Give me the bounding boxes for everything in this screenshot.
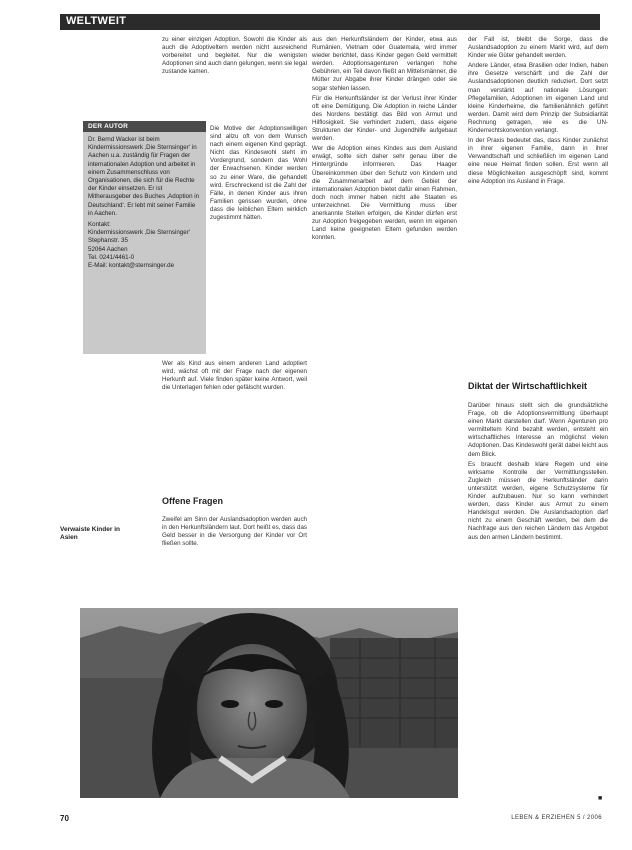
col3-paragraph: Es braucht deshalb klare Regeln und eine wirksame Kontrolle der Vermittlungsstellen. Zugleich müssen die Herkunftsländer darin unterstützt werden, eigene Schutzsysteme für Kinder aufzubauen. Nur so kann verhindert werden, dass Kinder aus Armut zu einem Handelsgut werden. Die Auslandsadoption darf nicht zu einem Geschäft werden, bei dem die Nachfrage aus den reichen Ländern das Angebot aus den armen Ländern bestimmt. xyxy=(468,460,608,541)
column-1-lower xyxy=(162,360,307,394)
subhead-economic-dictate: Diktat der Wirtschaftlichkeit xyxy=(468,381,587,391)
subhead-open-questions: Offene Fragen xyxy=(162,496,224,506)
column-3 xyxy=(468,36,608,188)
child-photo-image xyxy=(80,608,458,798)
author-box xyxy=(83,121,206,354)
col2-paragraph: Für die Herkunftsländer ist der Verlust ihrer Kinder oft eine Demütigung. Die Adoption in reiche Länder des Nordens bestätigt das Bild von Armut und Hilflosigkeit. Sie verhindert zudem, dass eigene Strukturen der Kinder- und Jugendhilfe aufgebaut werden. xyxy=(312,94,457,143)
magazine-footer: LEBEN & ERZIEHEN 5 / 2006 xyxy=(511,815,602,821)
article-end-mark: ■ xyxy=(598,795,603,802)
section-title: WELTWEIT xyxy=(66,15,127,27)
col2-paragraph: aus den Herkunftsländern der Kinder, etwa aus Rumänien, Vietnam oder Guatemala, wird immer wieder berichtet, dass Kinder gegen Geld vermittelt werden. Adoptionsagenturen verlangen hohe Gebühren, ein Teil davon fließt an Mittelsmänner, die Mütter zur Abgabe ihrer Kinder drängen oder sie sogar stehlen lassen. xyxy=(312,36,457,92)
contact-email-link[interactable]: E-Mail: kontakt@sternsinger.de xyxy=(88,262,175,270)
col3-paragraph: Andere Länder, etwa Brasilien oder Indien, haben ihre Gesetze verschärft und die Zahl der Auslandsadoptionen deutlich reduziert. Dort setzt man verstärkt auf nationale Lösungen: Pflegefamilien, Adoptionen im eigenen Land und kleine Kinderheime, die familienähnlich geführt werden. Damit wird dem Prinzip der Subsidiarität Rechnung getragen, wie es die UN-Kinderrechtskonvention verlangt. xyxy=(468,62,608,135)
col1-paragraph: Zweifel am Sinn der Auslandsadoption werden auch in den Herkunftsländern laut. Dort heißt es, dass das Geld besser in die Versorgung der Kinder vor Ort fließen sollte. xyxy=(162,516,307,548)
contact-line: 52064 Aachen xyxy=(88,245,128,253)
col1-paragraph: Wer als Kind aus einem anderen Land adoptiert wird, wächst oft mit der Frage nach der eigenen Herkunft auf. Viele finden später keine Antwort, weil die Unterlagen fehlen oder gefälscht wurden. xyxy=(162,360,307,392)
col3-paragraph: Darüber hinaus stellt sich die grundsätzliche Frage, ob die Adoptionsvermittlung überhaupt einen Markt darstellen darf. Wenn Agenturen pro vermitteltem Kind bezahlt werden, entsteht ein wirtschaftliches Interesse an möglichst vielen Adoptionen. Das Kindeswohl gerät dabei leicht aus dem Blick. xyxy=(468,402,608,458)
author-box-title: DER AUTOR xyxy=(83,121,206,132)
contact-line: Stephanstr. 35 xyxy=(88,237,128,245)
col1-paragraph: Die Motive der Adoptionswilligen sind allzu oft von dem Wunsch nach einem eigenen Kind geprägt. Nicht das Kindeswohl steht im Vordergrund, sondern das Wohl der Erwachsenen. Kinder werden so zu einer Ware, die gehandelt wird. Erschreckend ist die Zahl der Fälle, in denen Kinder aus ihren Familien gerissen wurden, ohne dass die leiblichen Eltern wirklich zugestimmt hätten. xyxy=(210,125,307,222)
col3-paragraph: der Fall ist, bleibt die Sorge, dass die Auslandsadoption zu einem Markt wird, auf dem Kinder wie Güter gehandelt werden. xyxy=(468,36,608,60)
column-1-narrow xyxy=(210,125,307,224)
contact-line: Kindermissionswerk ‚Die Sternsinger‘ xyxy=(88,229,191,237)
author-bio: Dr. Bernd Wacker ist beim Kindermissionswerk ‚Die Sternsinger‘ in Aachen u.a. zuständig für Fragen der internationalen Adoption und arbeitet in einem Zusammenschluss von Organisationen, die sich für die Rechte der Kinder einsetzen. Er ist Mitherausgeber des Buches ‚Adoption in Deutschland‘. Er lebt mit seiner Familie in Aachen. xyxy=(88,136,200,217)
section-header-bar xyxy=(60,14,600,30)
col2-paragraph: Wer die Adoption eines Kindes aus dem Ausland erwägt, sollte sich daher sehr genau über die Hintergründe informieren. Das Haager Übereinkommen über den Schutz von Kindern und die Zusammenarbeit auf dem Gebiet der internationalen Adoption bietet dafür einen Rahmen, doch noch immer haben nicht alle Staaten es unterzeichnet. Die Vermittlung muss über anerkannte Stellen erfolgen, die Kinder dürfen erst zur Adoption freigegeben werden, wenn im eigenen Land keine geeigneten Eltern gefunden werden konnten. xyxy=(312,145,457,242)
photo-caption: Verwaiste Kinder in Asien xyxy=(60,526,120,541)
contact-line: Tel. 0241/4461-0 xyxy=(88,253,135,261)
column-2 xyxy=(312,36,457,244)
col3-paragraph: In der Praxis bedeutet das, dass Kinder zunächst in ihrer eigenen Familie, dann in ihrer Verwandtschaft und schließlich im eigenen Land eine neue Heimat finden sollen. Erst wenn all diese Möglichkeiten ausgeschöpft sind, kommt eine Adoption ins Ausland in Frage. xyxy=(468,137,608,185)
col1-paragraph: zu einer einzigen Adoption. Sowohl die Kinder als auch die Adoptiveltern werden nicht ausreichend vorbereitet und begleitet. Nur die wenigsten Adoptionen sind auch dann gelungen, wenn sie legal zustande kamen. xyxy=(162,36,307,76)
child-photo xyxy=(80,608,458,798)
column-1 xyxy=(162,36,307,78)
contact-label: Kontakt: xyxy=(88,221,111,229)
column-1-after-subhead xyxy=(162,516,307,550)
column-3-after-subhead xyxy=(468,402,608,544)
page-number: 70 xyxy=(60,814,69,823)
